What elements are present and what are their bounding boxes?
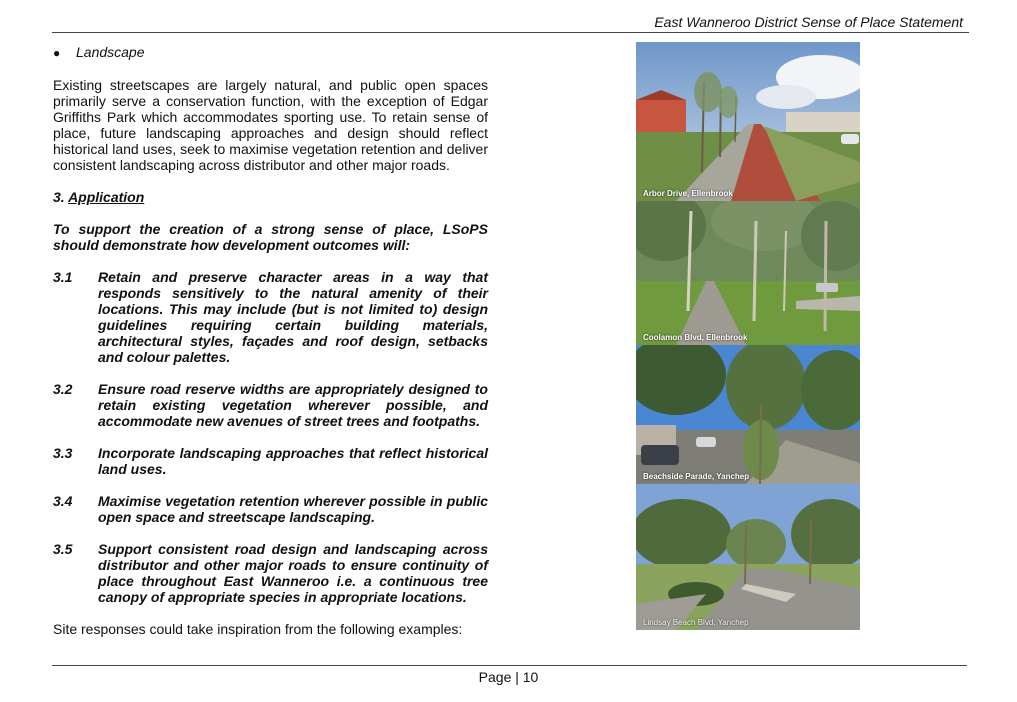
street-photo-image bbox=[636, 42, 860, 201]
list-item-text: Support consistent road design and landscaping across distributor and other major roads to ensure continuity of place throughout East Wanneroo i.e. a continuous tree canopy of appropriate species in appropriate locations. bbox=[98, 541, 488, 605]
section-heading bbox=[53, 189, 488, 205]
section-lead: To support the creation of a strong sense of place, LSoPS should demonstrate how development outcomes will: bbox=[53, 221, 488, 253]
list-item-text: Ensure road reserve widths are appropriately designed to retain existing vegetation wherever possible, and accommodate new avenues of street trees and footpaths. bbox=[98, 381, 488, 429]
list-item-text: Retain and preserve character areas in a way that responds sensitively to the natural amenity of their locations. This may include (but is not limited to) design guidelines requiring certain building materials, architectural styles, façades and roof design, setbacks and colour palettes. bbox=[98, 269, 488, 365]
section-number: 3. bbox=[53, 189, 65, 205]
list-item-text: Maximise vegetation retention wherever possible in public open space and streetscape landscaping. bbox=[98, 493, 488, 525]
list-item-text: Incorporate landscaping approaches that reflect historical land uses. bbox=[98, 445, 488, 477]
list-item-3-4 bbox=[53, 493, 488, 525]
list-item-3-1 bbox=[53, 269, 488, 365]
street-photo-image bbox=[636, 484, 860, 630]
photo-lindsay-beach-blvd bbox=[636, 484, 860, 630]
list-item-number: 3.5 bbox=[53, 541, 73, 557]
landscape-bullet bbox=[53, 44, 488, 61]
photo-arbor-drive bbox=[636, 42, 860, 201]
header-divider bbox=[52, 32, 969, 33]
street-photo-image bbox=[636, 201, 860, 345]
list-item-3-5 bbox=[53, 541, 488, 605]
street-photo-image bbox=[636, 345, 860, 484]
list-item-number: 3.3 bbox=[53, 445, 73, 461]
footer-divider bbox=[52, 665, 967, 666]
bullet-icon: ● bbox=[53, 46, 61, 60]
landscape-bullet-label: Landscape bbox=[76, 44, 145, 60]
photo-column bbox=[636, 42, 860, 630]
application-list bbox=[53, 269, 488, 605]
main-text-column bbox=[53, 42, 488, 637]
list-item-3-3 bbox=[53, 445, 488, 477]
section-title: Application bbox=[68, 189, 145, 205]
photo-caption: Coolamon Blvd, Ellenbrook bbox=[643, 333, 748, 342]
list-item-number: 3.2 bbox=[53, 381, 73, 397]
document-header-title: East Wanneroo District Sense of Place Statement bbox=[654, 14, 963, 30]
photo-coolamon-blvd bbox=[636, 201, 860, 345]
list-item-number: 3.1 bbox=[53, 269, 73, 285]
photo-beachside-parade bbox=[636, 345, 860, 484]
list-item-number: 3.4 bbox=[53, 493, 73, 509]
page-number: Page | 10 bbox=[478, 669, 539, 685]
list-item-3-2 bbox=[53, 381, 488, 429]
photo-caption: Lindsay Beach Blvd, Yanchep bbox=[643, 618, 749, 627]
closing-sentence: Site responses could take inspiration from the following examples: bbox=[53, 621, 463, 637]
photo-caption: Arbor Drive, Ellenbrook bbox=[643, 189, 733, 198]
landscape-paragraph: Existing streetscapes are largely natural, and public open spaces primarily serve a conservation function, with the exception of Edgar Griffiths Park which accommodates sporting use. To retain sense of place, future landscaping approaches and design should reflect historical land uses, seek to maximise vegetation retention and deliver consistent landscaping across distributor and other major roads. bbox=[53, 77, 488, 173]
photo-caption: Beachside Parade, Yanchep bbox=[643, 472, 750, 481]
